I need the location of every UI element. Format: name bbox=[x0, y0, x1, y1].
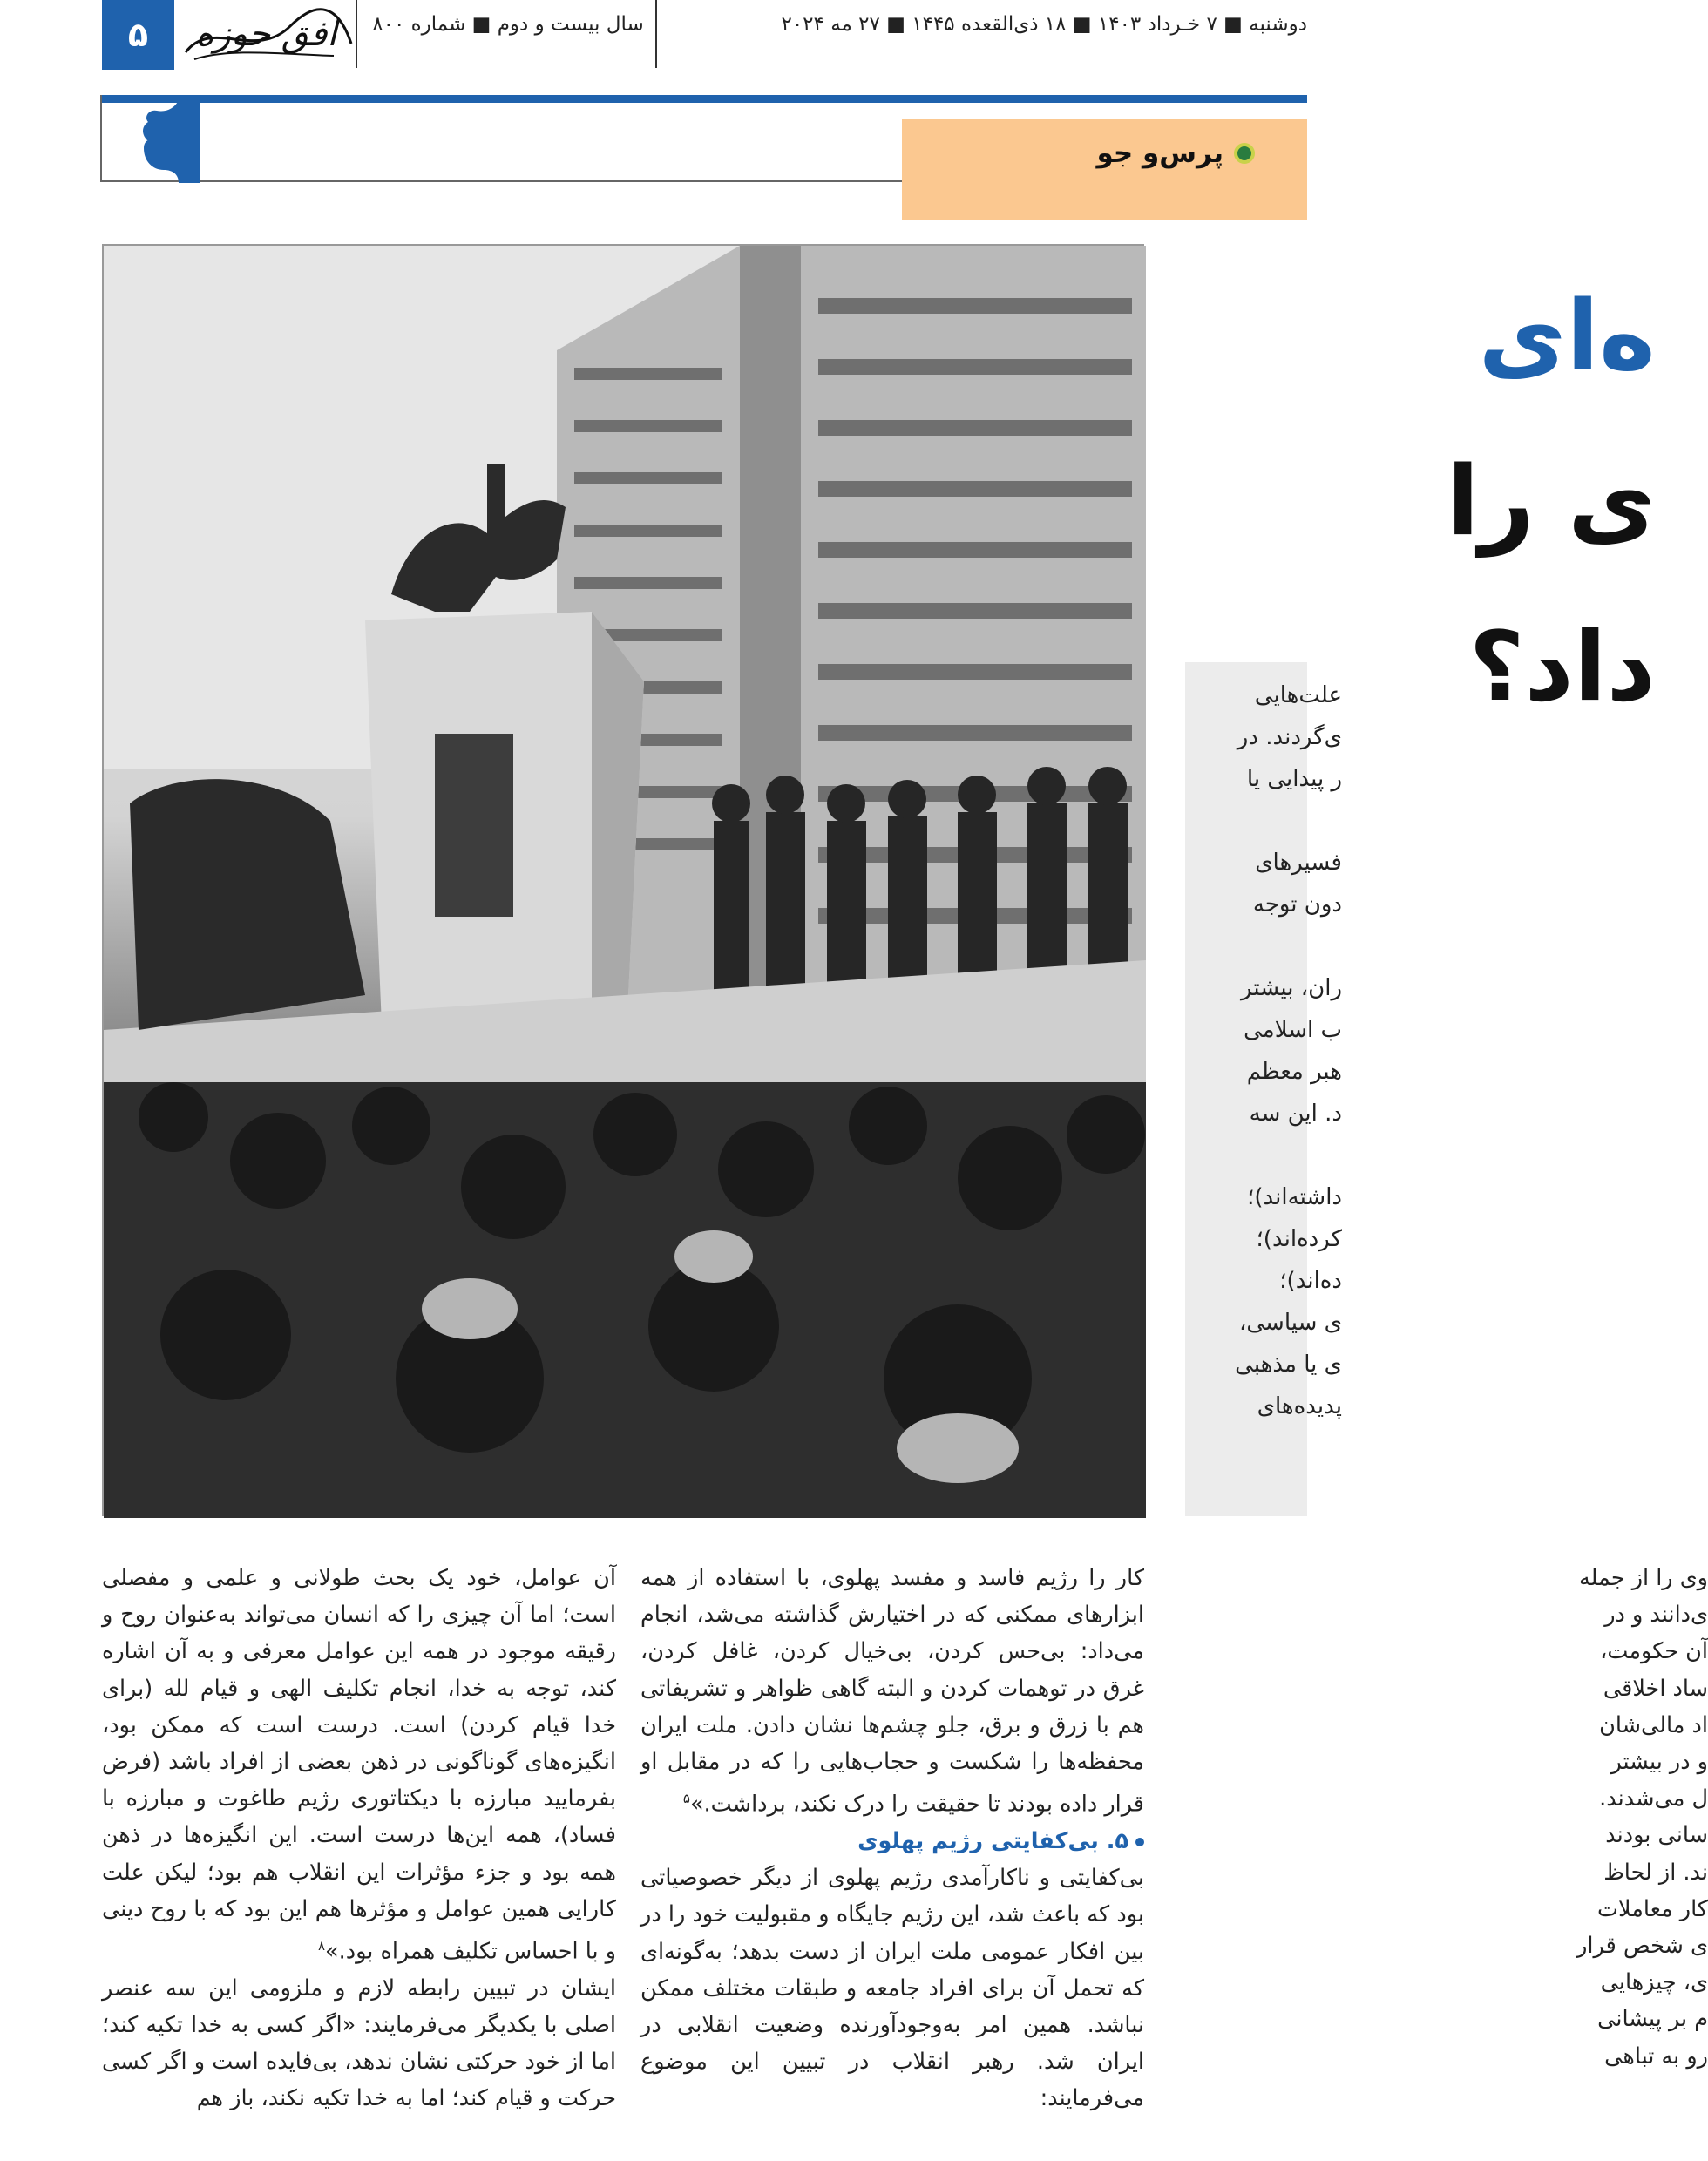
bullet-icon bbox=[1234, 143, 1255, 164]
subheading bbox=[640, 1823, 1144, 1860]
logo-text: افق حوزه bbox=[195, 14, 337, 54]
section-label-text: پرس‌و جو bbox=[1096, 138, 1223, 169]
intro-line: پدیده‌های bbox=[1257, 1393, 1342, 1419]
intro-line: فسیرهای bbox=[1255, 850, 1342, 876]
intro-line: کرده‌اند)؛ bbox=[1256, 1226, 1342, 1252]
intro-line: دون توجه bbox=[1252, 891, 1342, 918]
header-divider bbox=[356, 0, 357, 68]
intro-line: ر پیدایی یا bbox=[1246, 766, 1342, 792]
masthead-logo bbox=[177, 0, 356, 68]
column-line: ی شخص قرار bbox=[1576, 1933, 1708, 1960]
intro-line bbox=[854, 925, 1342, 967]
ornament-icon bbox=[139, 100, 200, 183]
page-header bbox=[0, 0, 1307, 70]
intro-text bbox=[854, 662, 1342, 1427]
intro-line: ده‌اند)؛ bbox=[1279, 1268, 1342, 1294]
article-column-left bbox=[102, 1560, 616, 2161]
intro-line: د. این سه bbox=[1249, 1101, 1342, 1127]
column-line: کار معاملات bbox=[1597, 1895, 1708, 1922]
column-line: آن حکومت، bbox=[1600, 1638, 1708, 1665]
column-line: ی، چیزهایی bbox=[1600, 1969, 1708, 1996]
frame-line bbox=[100, 95, 102, 182]
subheading-text: ۵. بی‌کفایتی رژیم پهلوی bbox=[857, 1827, 1128, 1854]
footnote-ref: ۵ bbox=[682, 1791, 690, 1807]
intro-line: ران، بیشتر bbox=[1241, 975, 1342, 1001]
paragraph bbox=[102, 1560, 616, 1970]
paragraph-text: کار را رژیم فاسد و مفسد پهلوی، با استفاده از همه ابزارهای ممکنی که در اختیارش گذاشته می‌شد، انجام می‌داد: بی‌حس کردن، بی‌خیال کردن، غافل کردن، غرق در توهمات کردن و البته گاهی ظواهر و تشریفاتی هم با زرق و برق، جلو چشم‌ها نشان دادن. ملت ایران محفظه‌ها را شکست و حجاب‌هایی را که در مقابل او قرار داده بودند تا حقیقت را درک نکند، برداشت.» bbox=[640, 1565, 1144, 1818]
column-line: و در بیشتر bbox=[1610, 1749, 1708, 1776]
intro-line: هبر معظم bbox=[1246, 1059, 1342, 1085]
headline-line: ه‌ای bbox=[1478, 280, 1656, 391]
column-line: سانی بودند bbox=[1605, 1822, 1708, 1849]
paragraph: بی‌کفایتی و ناکارآمدی رژیم پهلوی از دیگر خصوصیاتی بود که باعث شد، این رژیم جایگاه و مقبولیت خود را در بین افکار عمومی ملت ایران از دست بدهد؛ به‌گونه‌ای که تحمل آن برای افراد جامعه و طبقات مختلف ممکن نباشد. همین امر به‌وجودآورنده وضعیت انقلابی در ایران شد. رهبر انقلاب در تبیین این موضوع می‌فرمایند: bbox=[640, 1865, 1144, 2112]
column-line: رو به تباهی bbox=[1604, 2042, 1708, 2070]
intro-line: ب اسلامی bbox=[1244, 1017, 1342, 1043]
column-line: ند. از لحاظ bbox=[1603, 1859, 1708, 1886]
frame-line bbox=[100, 180, 902, 182]
column-line: م بر پیشانی bbox=[1597, 2006, 1708, 2033]
column-line: اد مالی‌شان bbox=[1599, 1711, 1708, 1738]
headline-line: ی را bbox=[1446, 445, 1656, 557]
page-number: ۵ bbox=[102, 0, 174, 70]
headline-line: داد؟ bbox=[1468, 611, 1656, 722]
intro-line: ی یا مذهبی bbox=[1235, 1351, 1342, 1378]
article-column-right bbox=[1185, 1560, 1708, 2161]
article-column-middle bbox=[640, 1560, 1144, 2161]
intro-line: علت‌هایی bbox=[1254, 682, 1342, 708]
intro-box bbox=[1185, 662, 1342, 1516]
intro-line bbox=[854, 800, 1342, 842]
intro-line bbox=[854, 1135, 1342, 1176]
date-info: دوشنبه ■ ۷ خـرداد ۱۴۰۳ ■ ۱۸ ذی‌القعده ۱۴۴۵ ■ ۲۷ مه ۲۰۲۴ bbox=[781, 13, 1307, 36]
footnote-ref: ۸ bbox=[317, 1938, 326, 1954]
intro-line: داشته‌اند)؛ bbox=[1247, 1184, 1342, 1210]
issue-info: سال بیست و دوم ■ شماره ۸۰۰ bbox=[372, 13, 644, 36]
intro-line: ی سیاسی، bbox=[1238, 1310, 1342, 1336]
paragraph-text: آن عوامل، خود یک بحث طولانی و علمی و مفصلی است؛ اما آن چیزی را که انسان می‌تواند به‌عنوان روح و رقیقه موجود در همه این عوامل معرفی و به آن اشاره کند، توجه به خدا، انجام تکلیف الهی و قیام لله (برای خدا قیام کردن) است. درست است که ممکن بود، انگیزه‌های گوناگونی در ذهن بعضی از افراد باشد (فرض بفرمایید مبارزه با دیکتاتوری رژیم طاغوت و مبارزه با فساد)، همه این‌ها درست است. این انگیزه‌ها در ذهن همه بود و جزء مؤثرات این انقلاب هم بود؛ لیکن علت کارایی همین عوامل و مؤثرها هم این بود که با روح دینی و با احساس تکلیف همراه بود.» bbox=[102, 1565, 616, 1965]
header-divider bbox=[655, 0, 657, 68]
column-line: ی‌دانند و در bbox=[1604, 1602, 1708, 1629]
column-line: وی را از جمله bbox=[1578, 1565, 1708, 1591]
paragraph bbox=[640, 1560, 1144, 1823]
column-line: ل می‌شدند. bbox=[1599, 1785, 1708, 1812]
section-rule bbox=[102, 95, 1307, 103]
section-label bbox=[1096, 138, 1255, 169]
section-label-box bbox=[902, 119, 1307, 220]
bullet-icon bbox=[1135, 1838, 1144, 1846]
column-line: ساد اخلاقی bbox=[1603, 1675, 1708, 1702]
intro-line: ی‌گردند. در bbox=[1237, 724, 1342, 750]
paragraph: ایشان در تبیین رابطه لازم و ملزومی این سه عنصر اصلی با یکدیگر می‌فرمایند: «اگر کسی به خدا تکیه کند؛ اما از خود حرکتی نشان ندهد، بی‌فایده است و اگر کسی حرکت و قیام کند؛ اما به خدا تکیه نکند، باز هم bbox=[102, 1975, 616, 2112]
